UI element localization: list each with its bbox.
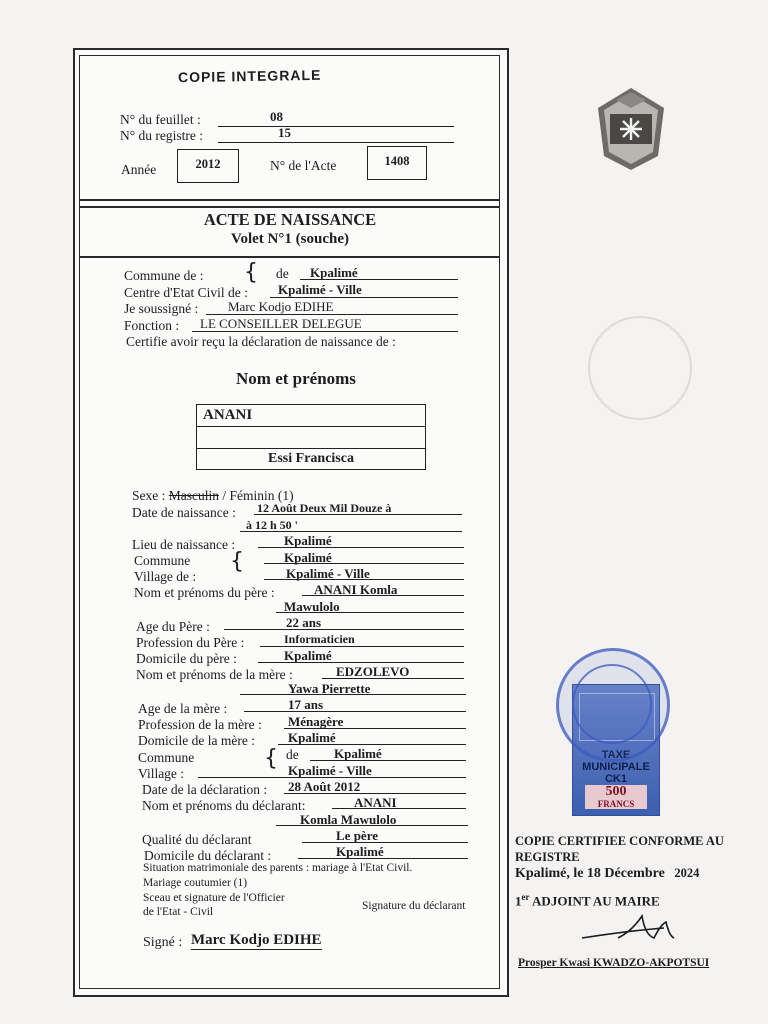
header-divider <box>79 199 500 201</box>
qualite-value: Le père <box>336 828 378 843</box>
village-value: Kpalimé - Ville <box>286 566 370 581</box>
acte-title: ACTE DE NAISSANCE <box>203 210 377 229</box>
pere-nom-value: ANANI Komla <box>314 582 398 597</box>
stamp-amount: 500 <box>605 784 627 799</box>
date-naissance-label: Date de naissance : <box>132 505 236 520</box>
mere-nom-value-2: Yawa Pierrette <box>288 681 371 696</box>
commune-de: de <box>276 266 289 281</box>
pere-prof-label: Profession du Père : <box>136 635 245 650</box>
stamp-taxe-1: TAXE <box>601 749 631 761</box>
certifie-text: Certifie avoir reçu la déclaration de naissance de : <box>126 334 396 349</box>
names-table <box>196 404 426 470</box>
heure-value: à 12 h 50 ' <box>246 518 299 532</box>
feuillet-label: N° du feuillet : <box>120 112 201 127</box>
declarant-value-2: Komla Mawulolo <box>300 812 397 827</box>
faded-seal <box>588 316 692 420</box>
soussigne-value: Marc Kodjo EDIHE <box>228 299 334 314</box>
coat-of-arms-icon <box>596 86 666 172</box>
pere-nom-label: Nom et prénoms du père : <box>134 585 275 600</box>
fonction-value: LE CONSEILLER DELEGUE <box>200 316 362 331</box>
brace: { <box>244 260 258 285</box>
village2-value: Kpalimé - Ville <box>288 763 372 778</box>
registre-label: N° du registre : <box>120 128 204 143</box>
names-heading: Nom et prénoms <box>236 369 356 388</box>
signer-name: Prosper Kwasi KWADZO-AKPOTSUI <box>518 957 710 969</box>
centre-value: Kpalimé - Ville <box>278 282 362 297</box>
brace-commune: { <box>230 549 244 574</box>
commune-detail-value: Kpalimé <box>284 550 332 565</box>
pere-prof-value: Informaticien <box>284 632 355 646</box>
official-seal-inner <box>572 664 652 744</box>
date-decl-label: Date de la déclaration : <box>142 782 268 797</box>
mere-prof-label: Profession de la mère : <box>138 717 262 732</box>
document-title: COPIE INTEGRALE <box>177 66 322 86</box>
acte-number-box: 1408 <box>367 146 427 180</box>
commune-value: Kpalimé <box>310 265 358 280</box>
commune2-value: Kpalimé <box>334 746 382 761</box>
stamp-taxe-3: CK1 <box>604 773 627 785</box>
annee-box: 2012 <box>177 149 239 183</box>
commune2-label: Commune <box>138 750 195 765</box>
cert-year: 2024 <box>674 866 700 880</box>
acte-number-label: N° de l'Acte <box>270 158 337 173</box>
centre-label: Centre d'Etat Civil de : <box>124 285 248 300</box>
commune2-de: de <box>286 747 299 762</box>
mere-dom-value: Kpalimé <box>288 730 336 745</box>
pere-nom-value-2: Mawulolo <box>284 599 340 614</box>
decl-dom-value: Kpalimé <box>336 844 384 859</box>
lieu-value: Kpalimé <box>284 533 332 548</box>
cert-line-2: REGISTRE <box>515 850 580 864</box>
adjoint-text: ADJOINT AU MAIRE <box>532 893 660 909</box>
date-naissance-value: 12 Août Deux Mil Douze à <box>257 501 392 515</box>
sceau-text-1: Sceau et signature de l'Officier <box>143 892 285 904</box>
adjoint-sup: er <box>521 892 530 902</box>
mere-prof-value: Ménagère <box>288 714 344 729</box>
fonction-label: Fonction : <box>124 318 180 333</box>
soussigne-label: Je soussigné : <box>124 301 199 316</box>
mere-nom-value: EDZOLEVO <box>336 664 410 679</box>
nom-cell: ANANI <box>197 405 425 427</box>
mere-dom-label: Domicile de la mère : <box>138 733 255 748</box>
stamp-amount-box <box>585 785 647 809</box>
village-label: Village de : <box>134 569 197 584</box>
date-decl-value: 28 Août 2012 <box>288 779 361 794</box>
names-empty-row <box>197 427 425 449</box>
declarant-value: ANANI <box>354 795 397 810</box>
stamp-taxe-2: MUNICIPALE <box>582 761 650 773</box>
adjoint-num: 1 <box>515 893 522 909</box>
commune-label: Commune de : <box>124 268 204 283</box>
cert-place-date <box>515 866 699 882</box>
qualite-label: Qualité du déclarant <box>142 832 252 847</box>
lieu-label: Lieu de naissance : <box>132 537 236 552</box>
signature-declarant-label: Signature du déclarant <box>362 900 466 912</box>
pere-dom-value: Kpalimé <box>284 648 332 663</box>
acte-subtitle: Volet N°1 (souche) <box>231 231 349 247</box>
mere-nom-label: Nom et prénoms de la mère : <box>136 667 293 682</box>
decl-dom-label: Domicile du déclarant : <box>144 848 272 863</box>
village2-label: Village : <box>138 766 185 781</box>
registre-value: 15 <box>278 125 291 140</box>
commune-detail-label: Commune <box>134 553 191 568</box>
stamp-currency: FRANCS <box>597 799 635 809</box>
prenoms-cell: Essi Francisca <box>268 451 354 466</box>
signature-icon <box>578 912 688 946</box>
annee-label: Année <box>121 162 157 177</box>
pere-dom-label: Domicile du père : <box>136 651 237 666</box>
pere-age-value: 22 ans <box>286 615 322 630</box>
sexe-struck: Masculin <box>168 488 219 503</box>
sexe-label-text: Sexe : <box>132 488 166 503</box>
sexe-rest: / Féminin (1) <box>222 488 294 503</box>
signe-value: Marc Kodjo EDIHE <box>191 932 322 948</box>
situation-text: Situation matrimoniale des parents : mariage à l'Etat Civil. <box>143 862 413 874</box>
header-divider-2 <box>79 206 500 208</box>
cert-adjoint <box>515 892 660 909</box>
title-divider <box>79 256 500 258</box>
brace-commune2: { <box>264 746 278 771</box>
pere-age-label: Age du Père : <box>136 619 210 634</box>
mere-age-value: 17 ans <box>288 697 324 712</box>
mere-age-label: Age de la mère : <box>138 701 228 716</box>
cert-place-date-text: Kpalimé, le 18 Décembre <box>515 866 665 881</box>
feuillet-value: 08 <box>270 109 283 124</box>
cert-line-1: COPIE CERTIFIEE CONFORME AU <box>515 834 724 848</box>
declarant-label: Nom et prénoms du déclarant: <box>142 798 306 813</box>
signe-label: Signé : <box>143 935 183 950</box>
sceau-text-2: de l'Etat - Civil <box>143 906 214 918</box>
mariage-text: Mariage coutumier (1) <box>143 877 248 889</box>
